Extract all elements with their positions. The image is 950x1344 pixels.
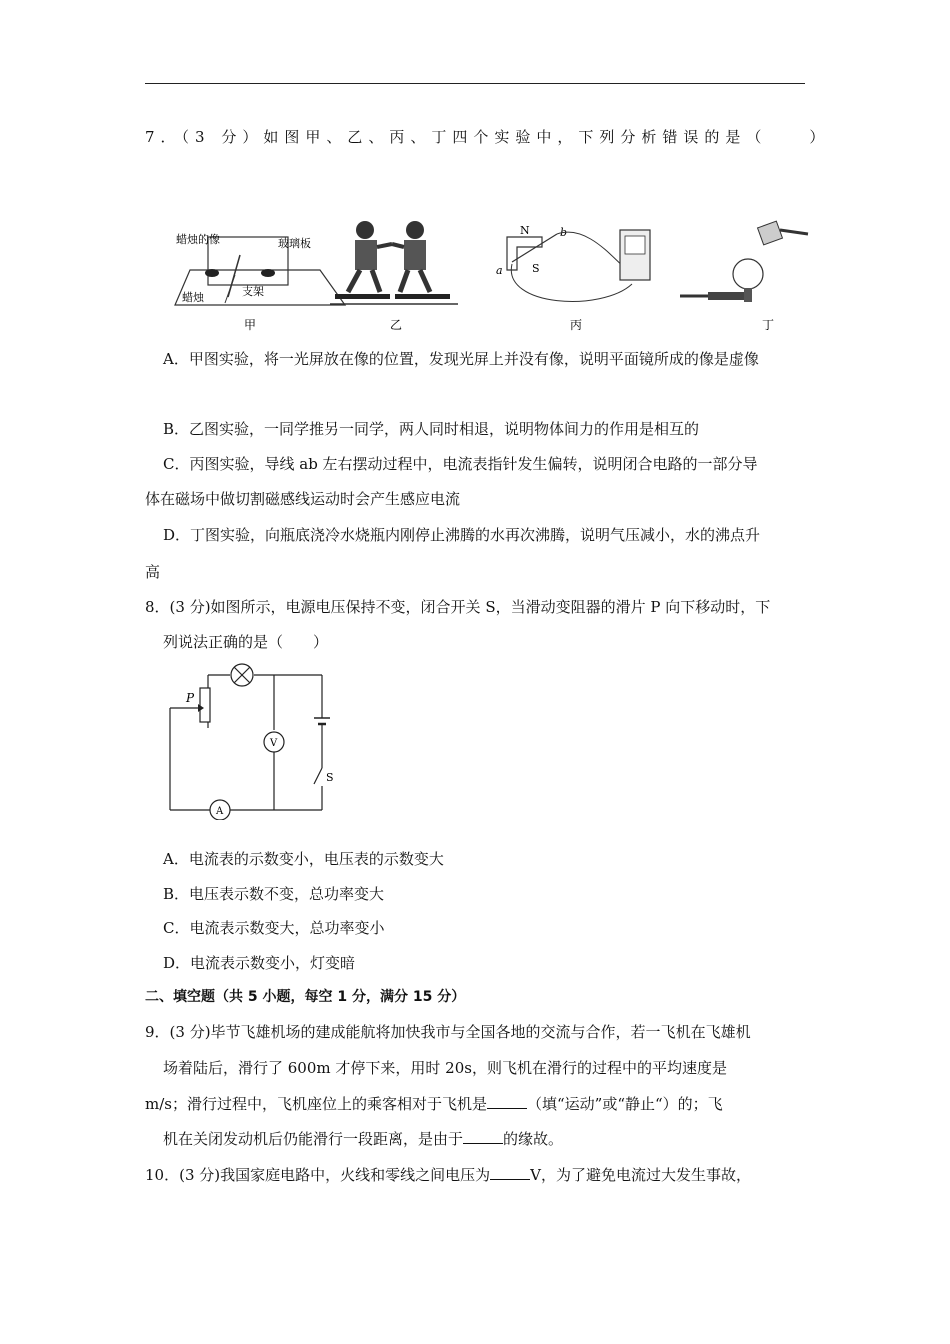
q9-blank-reason[interactable] <box>463 1129 503 1144</box>
q9-line4 <box>163 1129 563 1149</box>
q9-line4-text-a: 机在关闭发动机后仍能滑行一段距离，是由于 <box>163 1130 464 1148</box>
section-title: 二、填空题（共 5 小题，每空 1 分，满分 15 分） <box>145 989 466 1005</box>
caption-yi: 乙 <box>390 318 403 332</box>
q8-option-b: B．电压表示数不变，总功率变大 <box>163 885 385 903</box>
q8-stem-line1: 8．(3 分)如图所示，电源电压保持不变，闭合开关 S，当滑动变阻器的滑片 P 向下移动时，下 <box>145 598 771 616</box>
label-ammeter: A <box>216 806 224 817</box>
glass-plate <box>208 237 288 285</box>
student-left-head <box>356 221 374 239</box>
q10-blank-voltage[interactable] <box>490 1165 530 1180</box>
figure-ding <box>680 212 810 337</box>
caption-jia: 甲 <box>244 318 257 332</box>
q9-blank-motion[interactable] <box>487 1094 527 1109</box>
label-candle-image: 蜡烛的像 <box>176 233 220 246</box>
pole-s: S <box>532 262 540 275</box>
rheostat <box>200 688 210 722</box>
q7-option-a: A．甲图实验，将一光屏放在像的位置，发现光屏上并没有像，说明平面镜所成的像是虚像 <box>163 350 759 368</box>
q7-option-c-line1: C．丙图实验，导线 ab 左右摆动过程中，电流表指针发生偏转，说明闭合电路的一部分导 <box>163 455 758 473</box>
candle-stick <box>225 275 235 303</box>
lead-bottom <box>511 264 632 301</box>
q9-line3 <box>145 1094 723 1114</box>
q8-stem-line2: 列说法正确的是（ ） <box>163 633 329 651</box>
student-right-head <box>406 221 424 239</box>
q7-option-d-line2: 高 <box>145 563 161 581</box>
galvanometer-dial <box>625 236 645 254</box>
q7-stem: 7．（3 分）如图甲、乙、丙、丁四个实验中，下列分析错误的是（ ） <box>145 128 831 146</box>
label-candle: 蜡烛 <box>182 291 204 304</box>
q9-line1: 9．(3 分)毕节飞雄机场的建成能航将加快我市与全国各地的交流与合作，若一飞机在飞雄机 <box>145 1023 751 1041</box>
q8-option-a: A．电流表的示数变小，电压表的示数变大 <box>163 850 444 868</box>
label-slider-p: P <box>186 691 195 705</box>
q10-line1 <box>145 1165 751 1185</box>
student-left-arm <box>377 244 392 247</box>
caption-bing: 丙 <box>570 318 583 332</box>
q9-line2: 场着陆后，滑行了 600m 才停下来，用时 20s，则飞机在滑行的过程中的平均速度是 <box>163 1059 727 1077</box>
q8-option-c: C．电流表示数变大，总功率变小 <box>163 919 385 937</box>
student-left-body <box>355 240 377 270</box>
flask-neck <box>744 288 752 302</box>
caption-ding: 丁 <box>762 318 775 332</box>
q10-line1-text-b: V，为了避免电流过大发生事故， <box>530 1166 751 1184</box>
candle-right <box>261 269 275 277</box>
q7-option-c-line2: 体在磁场中做切割磁感线运动时会产生感应电流 <box>145 490 461 508</box>
q9-line4-text-b: 的缘故。 <box>503 1130 564 1148</box>
pole-n: N <box>520 224 530 237</box>
skateboard-right <box>395 294 450 299</box>
wire-ab <box>512 234 557 262</box>
label-stand: 支架 <box>242 285 264 298</box>
switch-icon <box>314 768 322 784</box>
q7-option-b: B．乙图实验，一同学推另一同学，两人同时相退，说明物体间力的作用是相互的 <box>163 420 700 438</box>
q10-line1-text-a: 10．(3 分)我国家庭电路中，火线和零线之间电压为 <box>145 1166 491 1184</box>
q8-option-d: D．电流表示数变小，灯变暗 <box>163 954 356 972</box>
candle-left <box>205 269 219 277</box>
figure-bing <box>482 212 672 337</box>
student-left-leg <box>348 270 360 292</box>
label-glass-plate: 玻璃板 <box>278 237 311 250</box>
end-b: b <box>560 226 568 239</box>
student-right-leg <box>400 270 408 292</box>
q9-line3-text-a: m/s；滑行过程中，飞机座位上的乘客相对于飞机是 <box>145 1095 487 1113</box>
skateboard-left <box>335 294 390 299</box>
q7-option-d-line1: D．丁图实验，向瓶底浇冷水烧瓶内刚停止沸腾的水再次沸腾，说明气压减小，水的沸点升 <box>163 526 761 544</box>
hand-right <box>780 230 808 234</box>
label-voltmeter: V <box>270 738 278 749</box>
q9-line3-text-b: （填“运动”或“静止“）的；飞 <box>526 1095 723 1113</box>
water-cup <box>758 221 783 245</box>
circuit-diagram <box>160 660 340 820</box>
student-left-leg2 <box>372 270 380 292</box>
end-a: a <box>496 264 503 277</box>
header-rule <box>145 83 805 84</box>
student-right-body <box>404 240 426 270</box>
label-switch: S <box>326 771 334 784</box>
student-right-leg2 <box>420 270 430 292</box>
student-right-arm <box>392 244 404 247</box>
figure-yi <box>330 212 460 337</box>
flask <box>733 259 763 289</box>
holder <box>708 292 744 300</box>
